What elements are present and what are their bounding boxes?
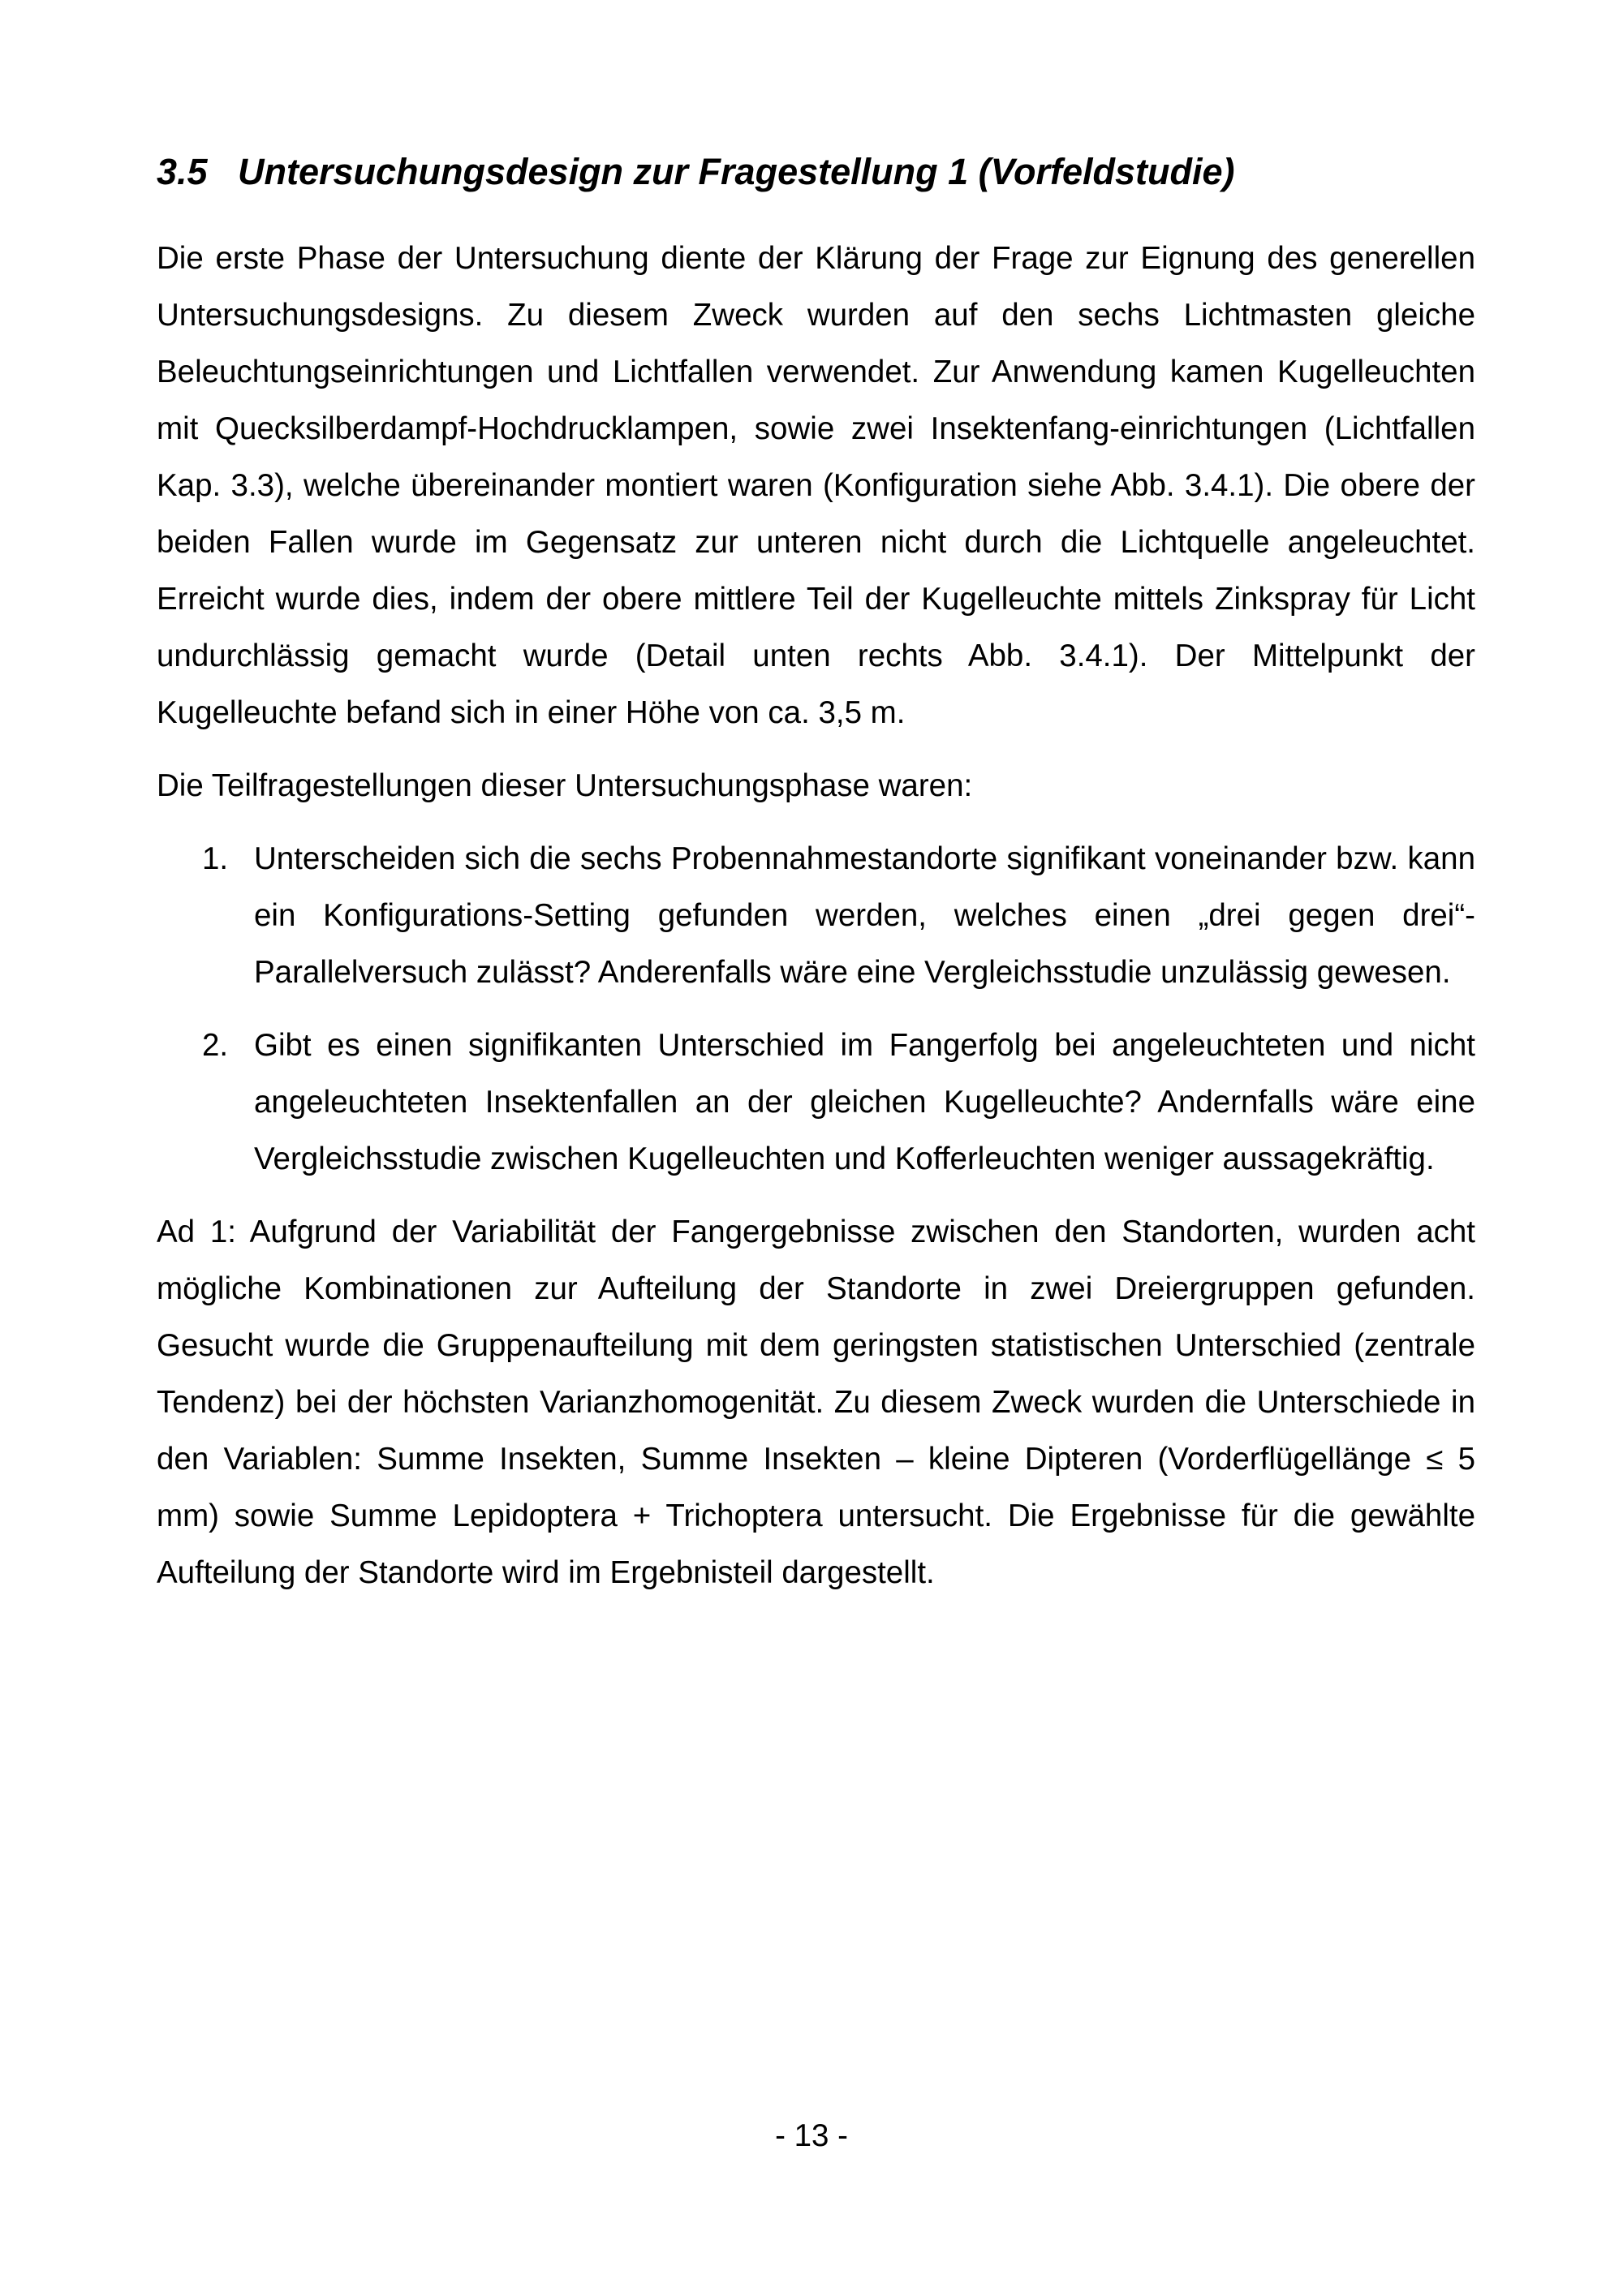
page-content [157, 148, 1475, 1602]
question-number: 2. [202, 1028, 229, 1063]
question-text: Gibt es einen signifikanten Unterschied im Fangerfolg bei angeleuchteten und nicht angeleuchteten Insektenfallen an der gleichen Kugelleuchte? Andernfalls wäre eine Vergleichsstudie zwischen Kugelleuchten und Kofferleuchten weniger aussagekräftig. [254, 1028, 1475, 1176]
question-item-1 [157, 831, 1475, 1001]
section-heading [157, 148, 1475, 196]
page-number: - 13 - [775, 2118, 848, 2153]
question-number: 1. [202, 841, 229, 876]
question-item-2 [157, 1017, 1475, 1188]
ad1-paragraph: Ad 1: Aufgrund der Variabilität der Fangergebnisse zwischen den Standorten, wurden acht mögliche Kombinationen zur Aufteilung der Standorte in zwei Dreiergruppen gefunden. Gesucht wurde die Gruppenaufteilung mit dem geringsten statistischen Unterschied (zentrale Tendenz) bei der höchsten Varianzhomogenität. Zu diesem Zweck wurden die Unterschiede in den Variablen: Summe Insekten, Summe Insekten – kleine Dipteren (Vorderflügellänge ≤ 5 mm) sowie Summe Lepidoptera + Trichoptera untersucht. Die Ergebnisse für die gewählte Aufteilung der Standorte wird im Ergebnisteil dargestellt. [157, 1215, 1475, 1590]
section-number: 3.5 [157, 151, 208, 192]
questions-lead-paragraph: Die Teilfragestellungen dieser Untersuchungsphase waren: [157, 768, 973, 803]
intro-paragraph: Die erste Phase der Untersuchung diente der Klärung der Frage zur Eignung des generellen Untersuchungsdesigns. Zu diesem Zweck wurden auf den sechs Lichtmasten gleiche Beleuchtungseinrichtungen und Lichtfallen verwendet. Zur Anwendung kamen Kugelleuchten mit Quecksilberdampf-Hochdrucklampen, sowie zwei Insektenfang-einrichtungen (Lichtfallen Kap. 3.3), welche übereinander montiert waren (Konfiguration siehe Abb. 3.4.1). Die obere der beiden Fallen wurde im Gegensatz zur unteren nicht durch die Lichtquelle angeleuchtet. Erreicht wurde dies, indem der obere mittlere Teil der Kugelleuchte mittels Zinkspray für Licht undurchlässig gemacht wurde (Detail unten rechts Abb. 3.4.1). Der Mittelpunkt der Kugelleuchte befand sich in einer Höhe von ca. 3,5 m. [157, 241, 1475, 730]
section-title: Untersuchungsdesign zur Fragestellung 1 (Vorfeldstudie) [238, 151, 1235, 192]
questions-list [157, 831, 1475, 1188]
question-text: Unterscheiden sich die sechs Probennahmestandorte signifikant voneinander bzw. kann ein Konfigurations-Setting gefunden werden, welches einen „drei gegen drei“-Parallelversuch zulässt? Anderenfalls wäre eine Vergleichsstudie unzulässig gewesen. [254, 841, 1475, 990]
